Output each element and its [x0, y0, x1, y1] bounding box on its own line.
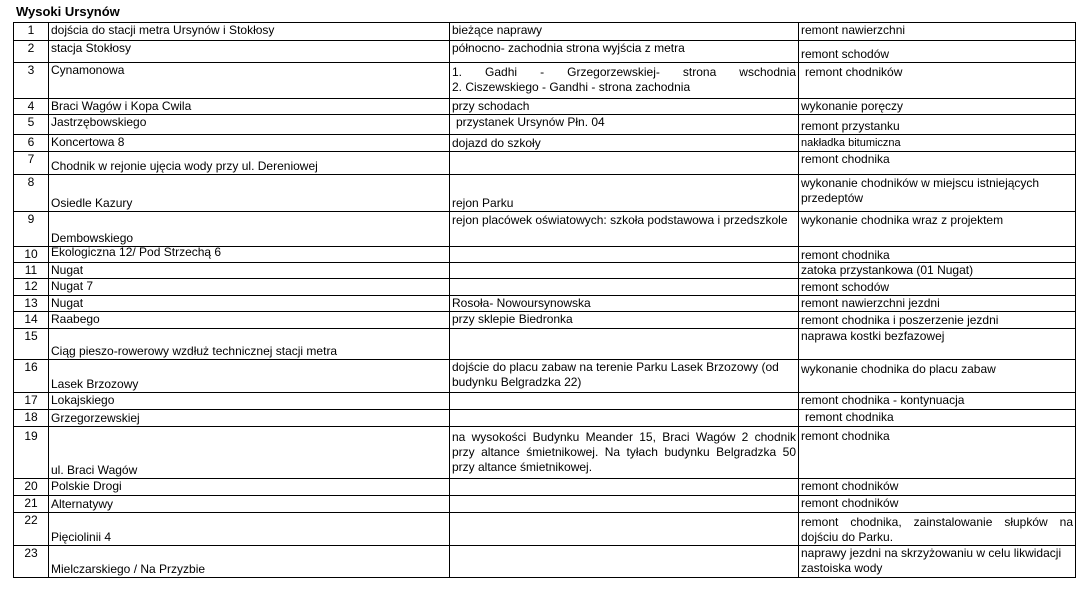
details-cell: Rosoła- Nowoursynowska: [450, 296, 799, 312]
table-row: [14, 263, 1076, 279]
table-row: [14, 496, 1076, 513]
scope-cell: remont chodników: [799, 496, 1076, 513]
row-number: 10: [14, 247, 49, 263]
row-number: 14: [14, 312, 49, 329]
details-cell: [450, 279, 799, 296]
scope-cell: remont chodników: [799, 479, 1076, 496]
table-row: [14, 115, 1076, 135]
details-cell: bieżące naprawy: [450, 23, 799, 41]
row-number: 15: [14, 329, 49, 360]
row-number: 12: [14, 279, 49, 296]
table-row: [14, 393, 1076, 410]
details-cell: rejon Parku: [450, 175, 799, 212]
details-cell: [450, 410, 799, 427]
location-cell: Lasek Brzozowy: [49, 360, 450, 393]
details-cell: [450, 546, 799, 578]
row-number: 23: [14, 546, 49, 578]
location-cell: Nugat 7: [49, 279, 450, 296]
table-row: [14, 513, 1076, 546]
row-number: 3: [14, 63, 49, 99]
details-cell: [450, 329, 799, 360]
location-cell: Pięciolinii 4: [49, 513, 450, 546]
details-cell: dojazd do szkoły: [450, 135, 799, 152]
table-row: [14, 479, 1076, 496]
location-cell: Braci Wagów i Kopa Cwila: [49, 99, 450, 115]
table-row: [14, 99, 1076, 115]
table-row: [14, 329, 1076, 360]
table-row: [14, 135, 1076, 152]
scope-cell: remont chodnika i poszerzenie jezdni: [799, 312, 1076, 329]
scope-cell: remont chodnika: [799, 427, 1076, 479]
row-number: 22: [14, 513, 49, 546]
details-cell: przystanek Ursynów Płn. 04: [450, 115, 799, 135]
row-number: 19: [14, 427, 49, 479]
document-title: Wysoki Ursynów: [16, 4, 120, 19]
table-row: [14, 360, 1076, 393]
table-row: [14, 546, 1076, 578]
details-cell: rejon placówek oświatowych: szkoła podstawowa i przedszkole: [450, 212, 799, 247]
location-cell: Dembowskiego: [49, 212, 450, 247]
location-cell: Ciąg pieszo-rowerowy wzdłuż technicznej stacji metra: [49, 329, 450, 360]
row-number: 18: [14, 410, 49, 427]
location-cell: ul. Braci Wagów: [49, 427, 450, 479]
scope-cell: zatoka przystankowa (01 Nugat): [799, 263, 1076, 279]
scope-cell: remont chodnika: [799, 152, 1076, 175]
scope-cell: naprawy jezdni na skrzyżowaniu w celu likwidacji zastoiska wody: [799, 546, 1076, 578]
details-cell: [450, 513, 799, 546]
location-cell: Osiedle Kazury: [49, 175, 450, 212]
location-cell: stacja Stokłosy: [49, 41, 450, 63]
table-row: [14, 152, 1076, 175]
location-cell: Ekologiczna 12/ Pod Strzechą 6: [49, 247, 450, 263]
table-row: [14, 296, 1076, 312]
table-row: [14, 63, 1076, 99]
details-cell: [450, 63, 799, 99]
details-line: 1. Gadhi - Grzegorzewskiej- strona wschodnia: [452, 65, 796, 79]
table-row: [14, 247, 1076, 263]
location-cell: dojścia do stacji metra Ursynów i Stokłosy: [49, 23, 450, 41]
row-number: 20: [14, 479, 49, 496]
location-cell: Lokajskiego: [49, 393, 450, 410]
row-number: 11: [14, 263, 49, 279]
location-cell: Nugat: [49, 296, 450, 312]
row-number: 13: [14, 296, 49, 312]
row-number: 21: [14, 496, 49, 513]
table-row: [14, 279, 1076, 296]
table-row: [14, 312, 1076, 329]
location-cell: Polskie Drogi: [49, 479, 450, 496]
row-number: 16: [14, 360, 49, 393]
details-cell: [450, 479, 799, 496]
scope-cell: wykonanie chodników w miejscu istniejących przedeptów: [799, 175, 1076, 212]
location-cell: Cynamonowa: [49, 63, 450, 99]
row-number: 6: [14, 135, 49, 152]
scope-cell: remont nawierzchni jezdni: [799, 296, 1076, 312]
location-cell: Chodnik w rejonie ujęcia wody przy ul. Dereniowej: [49, 152, 450, 175]
location-cell: Koncertowa 8: [49, 135, 450, 152]
scope-cell: remont chodnika, zainstalowanie słupków na dojściu do Parku.: [799, 513, 1076, 546]
scope-cell: wykonanie chodnika do placu zabaw: [799, 360, 1076, 393]
details-cell: na wysokości Budynku Meander 15, Braci Wagów 2 chodnik przy altance śmietnikowej. Na tyłach budynku Belgradzka 50 przy altance śmietnikowej.: [450, 427, 799, 479]
scope-cell: wykonanie poręczy: [799, 99, 1076, 115]
details-cell: dojście do placu zabaw na terenie Parku Lasek Brzozowy (od budynku Belgradzka 22): [450, 360, 799, 393]
details-cell: przy schodach: [450, 99, 799, 115]
table-row: [14, 427, 1076, 479]
details-cell: [450, 247, 799, 263]
scope-cell: remont chodnika: [799, 247, 1076, 263]
table-row: [14, 23, 1076, 41]
scope-cell: remont schodów: [799, 279, 1076, 296]
scope-cell: remont chodnika: [799, 410, 1076, 427]
location-cell: Alternatywy: [49, 496, 450, 513]
row-number: 17: [14, 393, 49, 410]
scope-cell: remont chodnika - kontynuacja: [799, 393, 1076, 410]
location-cell: Jastrzębowskiego: [49, 115, 450, 135]
details-cell: [450, 393, 799, 410]
table-row: [14, 175, 1076, 212]
scope-cell: remont chodników: [799, 63, 1076, 99]
row-number: 1: [14, 23, 49, 41]
row-number: 4: [14, 99, 49, 115]
works-table: [13, 22, 1076, 578]
scope-cell: remont przystanku: [799, 115, 1076, 135]
details-cell: przy sklepie Biedronka: [450, 312, 799, 329]
row-number: 7: [14, 152, 49, 175]
scope-cell: nakładka bitumiczna: [799, 135, 1076, 152]
location-cell: Mielczarskiego / Na Przyzbie: [49, 546, 450, 578]
row-number: 9: [14, 212, 49, 247]
row-number: 2: [14, 41, 49, 63]
location-cell: Grzegorzewskiej: [49, 410, 450, 427]
details-cell: [450, 496, 799, 513]
details-line: 2. Ciszewskiego - Gandhi - strona zachodnia: [452, 80, 691, 94]
table-row: [14, 410, 1076, 427]
scope-cell: remont schodów: [799, 41, 1076, 63]
details-cell: [450, 263, 799, 279]
scope-cell: remont nawierzchni: [799, 23, 1076, 41]
details-cell: [450, 152, 799, 175]
location-cell: Nugat: [49, 263, 450, 279]
location-cell: Raabego: [49, 312, 450, 329]
table-row: [14, 212, 1076, 247]
row-number: 8: [14, 175, 49, 212]
table-row: [14, 41, 1076, 63]
row-number: 5: [14, 115, 49, 135]
details-cell: północno- zachodnia strona wyjścia z metra: [450, 41, 799, 63]
scope-cell: naprawa kostki bezfazowej: [799, 329, 1076, 360]
scope-cell: wykonanie chodnika wraz z projektem: [799, 212, 1076, 247]
